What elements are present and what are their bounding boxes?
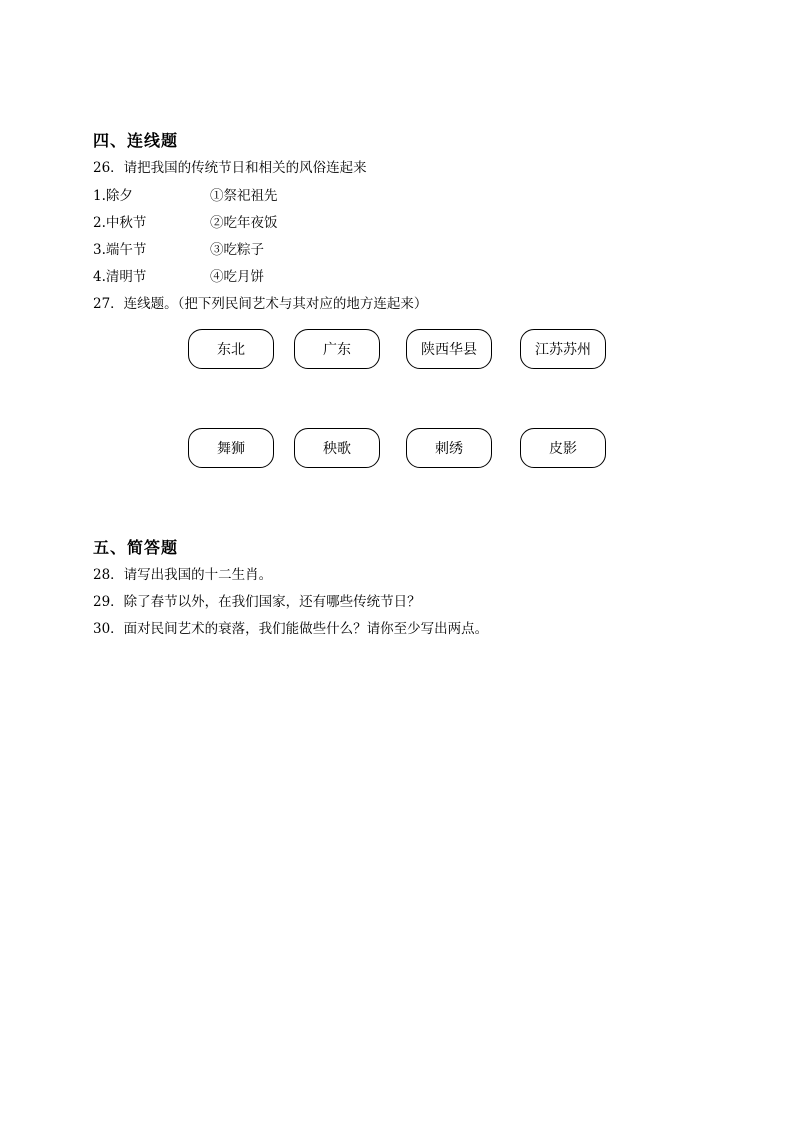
question-27-prompt: 27．连线题。（把下列民间艺术与其对应的地方连起来）	[93, 296, 428, 312]
place-box-shaanxi-huaxian[interactable]: 陕西华县	[406, 329, 492, 369]
custom-item: ③吃粽子	[210, 242, 264, 258]
custom-item: ④吃月饼	[210, 269, 264, 285]
section-title-matching: 四、连线题	[93, 131, 179, 150]
festival-item: 2.中秋节	[93, 215, 147, 231]
festival-item: 1.除夕	[93, 188, 133, 204]
art-box-embroidery[interactable]: 刺绣	[406, 428, 492, 468]
custom-item: ①祭祀祖先	[210, 188, 278, 204]
festival-item: 3.端午节	[93, 242, 147, 258]
place-box-jiangsu-suzhou[interactable]: 江苏苏州	[520, 329, 606, 369]
custom-item: ②吃年夜饭	[210, 215, 278, 231]
place-box-dongbei[interactable]: 东北	[188, 329, 274, 369]
place-box-guangdong[interactable]: 广东	[294, 329, 380, 369]
question-30: 30．面对民间艺术的衰落，我们能做些什么？请你至少写出两点。	[93, 621, 489, 637]
art-box-shadow-puppetry[interactable]: 皮影	[520, 428, 606, 468]
art-box-lion-dance[interactable]: 舞狮	[188, 428, 274, 468]
section-title-short-answer: 五、简答题	[93, 538, 179, 557]
question-29: 29．除了春节以外，在我们国家，还有哪些传统节日？	[93, 594, 421, 610]
question-28: 28．请写出我国的十二生肖。	[93, 567, 273, 583]
question-26-prompt: 26．请把我国的传统节日和相关的风俗连起来	[93, 160, 367, 176]
art-box-yangge[interactable]: 秧歌	[294, 428, 380, 468]
festival-item: 4.清明节	[93, 269, 147, 285]
